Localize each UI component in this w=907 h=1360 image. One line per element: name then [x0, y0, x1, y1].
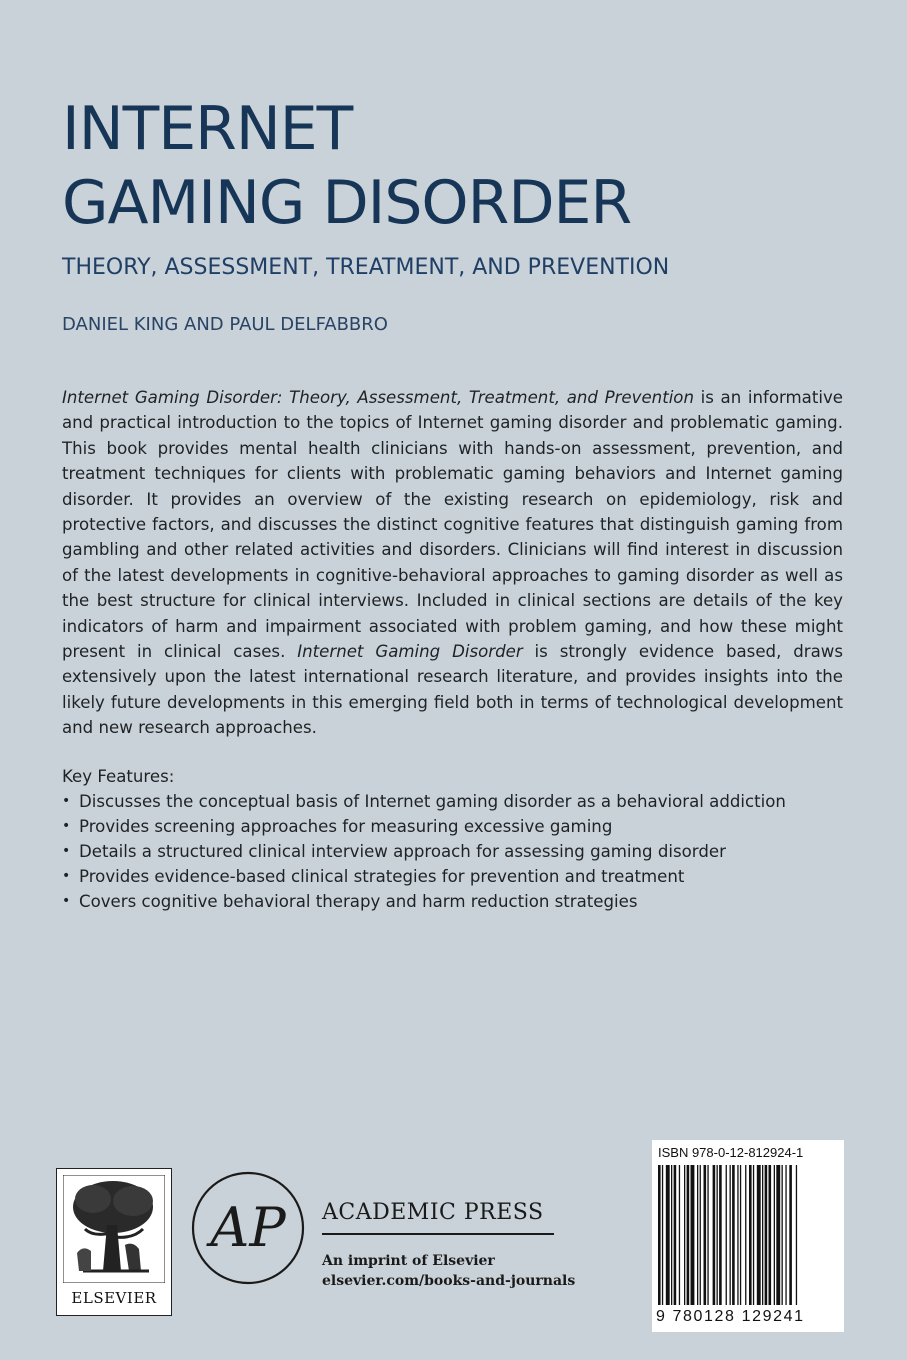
barcode-bar	[740, 1165, 741, 1305]
description-italic-short: Internet Gaming Disorder	[297, 642, 523, 662]
barcode-bar	[687, 1165, 690, 1305]
barcode-icon	[656, 1165, 840, 1305]
publisher-url: elsevier.com/books-and-journals	[322, 1273, 576, 1289]
barcode-bar	[737, 1165, 738, 1305]
barcode-bar	[719, 1165, 722, 1305]
barcode-bar	[757, 1165, 761, 1305]
barcode-bar	[671, 1165, 672, 1305]
barcode-bar	[700, 1165, 701, 1305]
publisher-block	[322, 1200, 575, 1291]
academic-press-ap-logo	[190, 1170, 306, 1286]
isbn-label: ISBN 978-0-12-812924-1	[658, 1145, 804, 1160]
isbn-barcode-box	[652, 1140, 844, 1332]
barcode-bar	[749, 1165, 752, 1305]
barcode-bar	[796, 1165, 797, 1305]
barcode-bar	[717, 1165, 718, 1305]
feature-item: • Provides screening approaches for measuring excessive gaming	[62, 814, 862, 839]
key-features	[62, 764, 862, 914]
barcode-bar	[662, 1165, 663, 1305]
feature-item: • Details a structured clinical interview approach for assessing gaming disorder	[62, 839, 862, 864]
barcode-bar	[726, 1165, 727, 1305]
barcode-bar	[691, 1165, 695, 1305]
barcode-bar	[753, 1165, 754, 1305]
title-line-1: INTERNET	[62, 94, 353, 164]
description-text-1: is an informative and practical introduction to the topics of Internet gaming disorder and problematic gaming. This book provides mental health clinicians with hands-on assessment, prevention, and treatment techniques for clients with problematic gaming behaviors and Internet gaming disorder. It provides an overview of the existing research on epidemiology, risk and protective factors, and discusses the distinct cognitive features that distinguish gaming from gambling and other related activities and disorders. Clinicians will find interest in discussion of the latest developments in cognitive-behavioral approaches to gaming disorder as well as the best structure for clinical interviews. Included in clinical sections are details of the key indicators of harm and impairment associated with problem gaming, and how these might present in clinical cases.	[62, 388, 843, 662]
barcode-bar	[707, 1165, 708, 1305]
description-italic-title: Internet Gaming Disorder: Theory, Assessment, Treatment, and Prevention	[62, 388, 694, 407]
barcode-bar	[674, 1165, 677, 1305]
barcode-bar	[713, 1165, 716, 1305]
elsevier-logo	[56, 1168, 172, 1316]
book-title	[62, 92, 631, 240]
feature-item: • Discusses the conceptual basis of Internet gaming disorder as a behavioral addiction	[62, 789, 862, 814]
barcode-bar	[769, 1165, 772, 1305]
barcode-bar	[785, 1165, 786, 1305]
barcode-bar	[782, 1165, 783, 1305]
title-line-2: GAMING DISORDER	[62, 168, 632, 238]
barcode-bar	[679, 1165, 680, 1305]
barcode-bar	[762, 1165, 763, 1305]
barcode-bar	[774, 1165, 775, 1305]
barcode-bar	[684, 1165, 685, 1305]
barcode-bar	[697, 1165, 698, 1305]
barcode-bar	[732, 1165, 735, 1305]
barcode-bar	[765, 1165, 768, 1305]
publisher-imprint: An imprint of Elsevier	[322, 1253, 495, 1269]
ap-monogram-text: AP	[210, 1196, 286, 1259]
elsevier-wordmark: ELSEVIER	[71, 1289, 157, 1307]
publisher-divider	[322, 1233, 554, 1235]
barcode-digits: 9 780128 129241	[656, 1308, 805, 1325]
description-text-2: is strongly evidence based, draws extensively upon the latest international research literature, and provides insights into the likely future developments in this emerging field both in terms of technological development and new research approaches.	[62, 642, 843, 738]
barcode-bar	[789, 1165, 792, 1305]
barcode-bar	[776, 1165, 780, 1305]
barcode-bar	[730, 1165, 731, 1305]
book-subtitle: THEORY, ASSESSMENT, TREATMENT, AND PREVENTION	[62, 255, 670, 280]
key-features-heading: Key Features:	[62, 767, 175, 786]
description-paragraph	[62, 385, 843, 741]
key-features-list	[62, 789, 862, 914]
barcode-bar	[745, 1165, 746, 1305]
publisher-name: ACADEMIC PRESS	[322, 1200, 544, 1225]
barcode-bar	[666, 1165, 670, 1305]
feature-item: • Provides evidence-based clinical strategies for prevention and treatment	[62, 864, 862, 889]
barcode-bar	[658, 1165, 661, 1305]
elsevier-tree-icon	[63, 1175, 165, 1283]
book-authors: DANIEL KING AND PAUL DELFABBRO	[62, 314, 388, 335]
barcode-bar	[704, 1165, 707, 1305]
feature-item: • Covers cognitive behavioral therapy and harm reduction strategies	[62, 889, 862, 914]
